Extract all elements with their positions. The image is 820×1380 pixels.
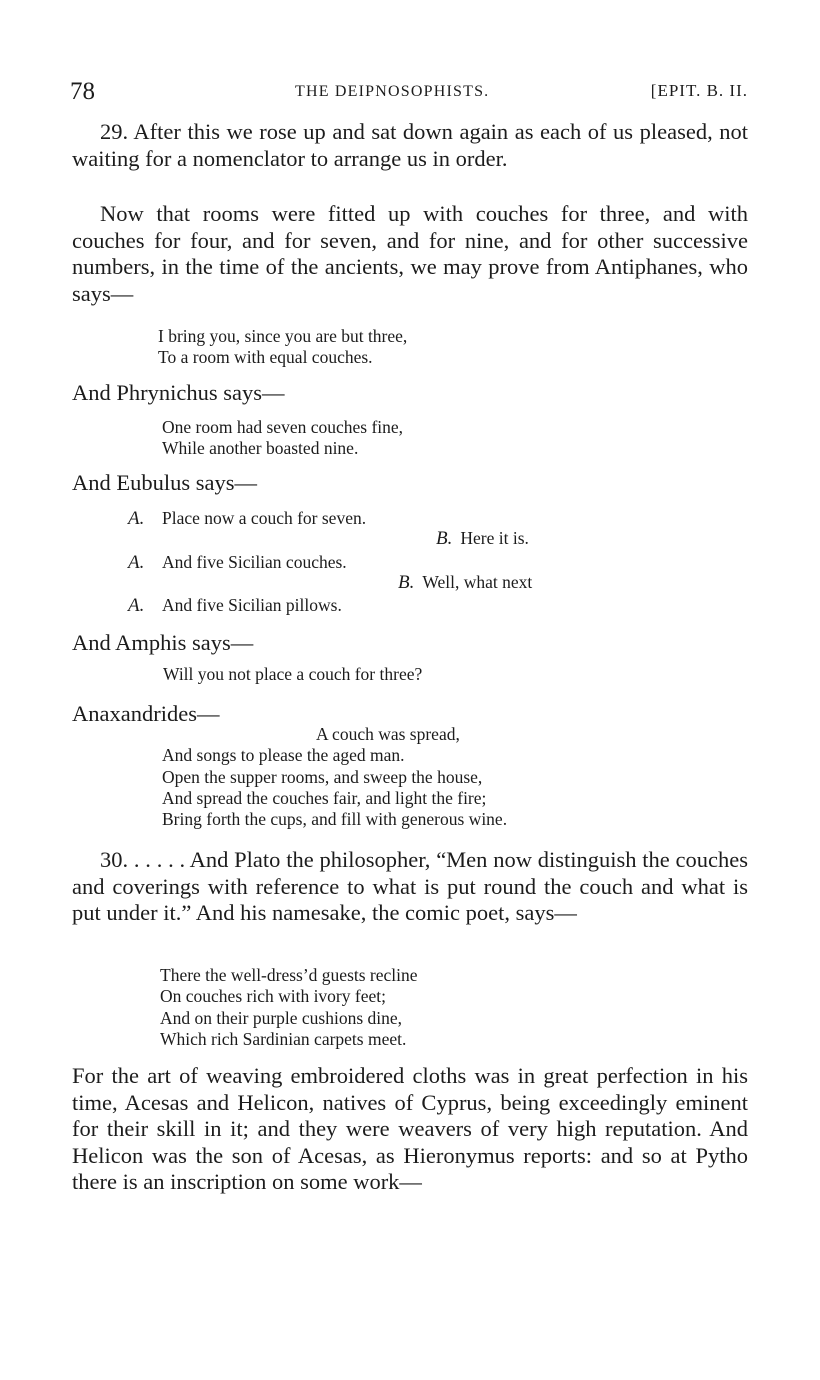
verse-line: On couches rich with ivory feet;: [160, 986, 386, 1007]
running-title: THE DEIPNOSOPHISTS.: [295, 83, 490, 100]
verse-line: One room had seven couches fine,: [162, 417, 404, 437]
paragraph-29: 29. After this we rose up and sat down again as each of us pleased, not waiting for a nomenclator to arrange us in order.: [72, 119, 748, 171]
section-reference: [EPIT. B. II.: [650, 81, 748, 100]
page-header: [70, 78, 750, 108]
verse-line: Open the supper rooms, and sweep the house,: [162, 766, 483, 787]
verse-line: There the well-dress’d guests recline: [160, 965, 418, 985]
dialog-text: And five Sicilian pillows.: [162, 595, 342, 615]
verse-line: Which rich Sardinian carpets meet.: [160, 1028, 407, 1049]
verse-anaxandrides: [162, 724, 507, 830]
intro-anaxandrides: Anaxandrides—: [72, 701, 220, 726]
verse-plato-comic: [160, 965, 418, 1050]
verse-line: A couch was spread,: [316, 724, 460, 744]
dialog-text: Here it is.: [460, 528, 529, 548]
verse-line: Will you not place a couch for three?: [163, 664, 423, 684]
paragraph-weaving: For the art of weaving embroidered cloths was in great perfection in his time, Acesas and Helicon, natives of Cyprus, being exceedingly eminent for their skill in it; and they were weavers of very high reputation. And Helicon was the son of Acesas, as Hieronymus reports: and so at Pytho there is an inscription on some work—: [72, 1063, 748, 1195]
verse-phrynichus: [162, 417, 403, 460]
dialog-text: And five Sicilian couches.: [162, 552, 347, 572]
speaker-label: B.: [436, 528, 453, 549]
intro-eubulus: And Eubulus says—: [72, 470, 257, 495]
dialog-line: [128, 552, 347, 574]
verse-line: To a room with equal couches.: [158, 347, 373, 368]
verse-line: And on their purple cushions dine,: [160, 1007, 403, 1028]
intro-phrynichus: And Phrynichus says—: [72, 380, 285, 405]
dialog-line: [128, 508, 366, 530]
page-number: 78: [70, 78, 95, 105]
verse-antiphanes: [158, 326, 407, 369]
dialog-text: Place now a couch for seven.: [162, 508, 367, 528]
speaker-label: A.: [128, 595, 145, 616]
dialog-line: [128, 595, 342, 617]
verse-line: Bring forth the cups, and fill with generous wine.: [162, 809, 508, 830]
speaker-label: B.: [398, 572, 415, 593]
verse-line: And songs to please the aged man.: [162, 745, 405, 766]
verse-eubulus: [128, 508, 628, 620]
verse-line: I bring you, since you are but three,: [158, 326, 408, 346]
verse-line: And spread the couches fair, and light the fire;: [162, 787, 487, 808]
paragraph-30: 30. . . . . . And Plato the philosopher, “Men now distinguish the couches and coverings with reference to what is put round the couch and what is put under it.” And his namesake, the comic poet, says—: [72, 847, 748, 926]
speaker-label: A.: [128, 508, 145, 529]
speaker-label: A.: [128, 552, 145, 573]
dialog-text: Well, what next: [422, 572, 533, 592]
verse-line: While another boasted nine.: [162, 438, 359, 459]
verse-amphis: [163, 664, 422, 685]
dialog-line: [436, 528, 529, 550]
dialog-line: [398, 572, 532, 594]
paragraph-rooms: Now that rooms were fitted up with couches for three, and with couches for four, and for seven, and for nine, and for other successive numbers, in the time of the ancients, we may prove from Antiphanes, who says—: [72, 201, 748, 306]
intro-amphis: And Amphis says—: [72, 630, 254, 655]
